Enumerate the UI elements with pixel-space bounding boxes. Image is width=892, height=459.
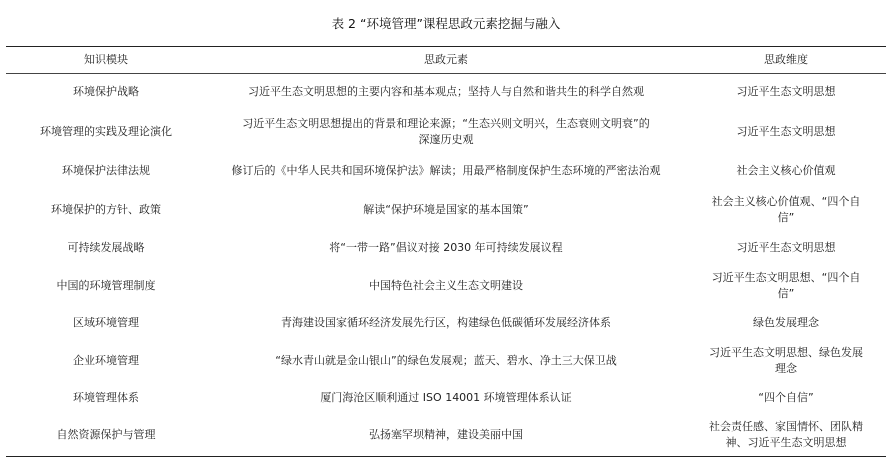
table-row [6, 341, 886, 381]
cell-module: 环境保护法律法规 [62, 164, 150, 177]
cell-element: 中国特色社会主义生态文明建设 [369, 278, 523, 292]
cell-dimension: 绿色发展理念 [753, 316, 819, 329]
cell-element: 修订后的《中华人民共和国环境保护法》解读；用最严格制度保护生态环境的严密法治观 [231, 164, 661, 177]
header-ideological-element: 思政元素 [206, 47, 686, 74]
cell-dimension: 习近平生态文明思想、“四个自信” [711, 270, 861, 300]
table-header-row [6, 47, 886, 74]
table-row [6, 230, 886, 266]
table-row [6, 153, 886, 190]
cell-dimension: 习近平生态文明思想 [736, 85, 836, 99]
table-row [6, 381, 886, 415]
cell-element: 弘扬塞罕坝精神，建设美丽中国 [206, 415, 686, 457]
cell-element: 青海建设国家循环经济发展先行区，构建绿色低碳循环发展经济体系 [281, 316, 611, 329]
cell-dimension: 习近平生态文明思想 [736, 124, 836, 138]
cell-element: 习近平生态文明思想提出的背景和理论来源；“生态兴则文明兴，生态衰则文明衰”的深邃历史观 [242, 116, 650, 146]
table-row [6, 266, 886, 306]
table-caption: 表 2 “环境管理”课程思政元素挖掘与融入 [331, 16, 561, 31]
cell-dimension: 社会主义核心价值观 [736, 164, 836, 177]
cell-element: 习近平生态文明思想的主要内容和基本观点；坚持人与自然和谐共生的科学自然观 [248, 85, 644, 99]
cell-element: 将“一带一路”倡议对接 2030 年可持续发展议程 [329, 240, 563, 254]
cell-module: 中国的环境管理制度 [56, 278, 156, 292]
cell-module: 企业环境管理 [73, 353, 139, 367]
header-ideological-dimension: 思政维度 [686, 47, 886, 74]
cell-module: 环境保护战略 [73, 85, 139, 99]
cell-element: 厦门海沧区顺利通过 ISO 14001 环境管理体系认证 [320, 390, 572, 404]
cell-element: 解读“保护环境是国家的基本国策” [363, 202, 529, 216]
cell-dimension: 习近平生态文明思想 [736, 240, 836, 254]
cell-module: 环境管理体系 [73, 390, 139, 404]
cell-dimension: 社会主义核心价值观、“四个自信” [711, 194, 861, 224]
cell-module: 区域环境管理 [73, 316, 139, 329]
cell-dimension: “四个自信” [758, 390, 814, 404]
ideological-elements-table [6, 46, 886, 457]
cell-dimension: 习近平生态文明思想、绿色发展理念 [709, 345, 863, 375]
cell-module: 自然资源保护与管理 [6, 415, 206, 457]
cell-dimension: 社会责任感、家国情怀、团队精神、习近平生态文明思想 [686, 415, 886, 457]
cell-module: 可持续发展战略 [67, 240, 145, 254]
table-row [6, 415, 886, 457]
header-knowledge-module: 知识模块 [6, 47, 206, 74]
cell-module: 环境保护的方针、政策 [51, 202, 161, 216]
table-row [6, 74, 886, 111]
cell-module: 环境管理的实践及理论演化 [40, 124, 172, 138]
cell-element: “绿水青山就是金山银山”的绿色发展观；蓝天、碧水、净土三大保卫战 [275, 353, 617, 367]
table-row [6, 111, 886, 153]
table-row [6, 190, 886, 230]
table-row [6, 306, 886, 341]
